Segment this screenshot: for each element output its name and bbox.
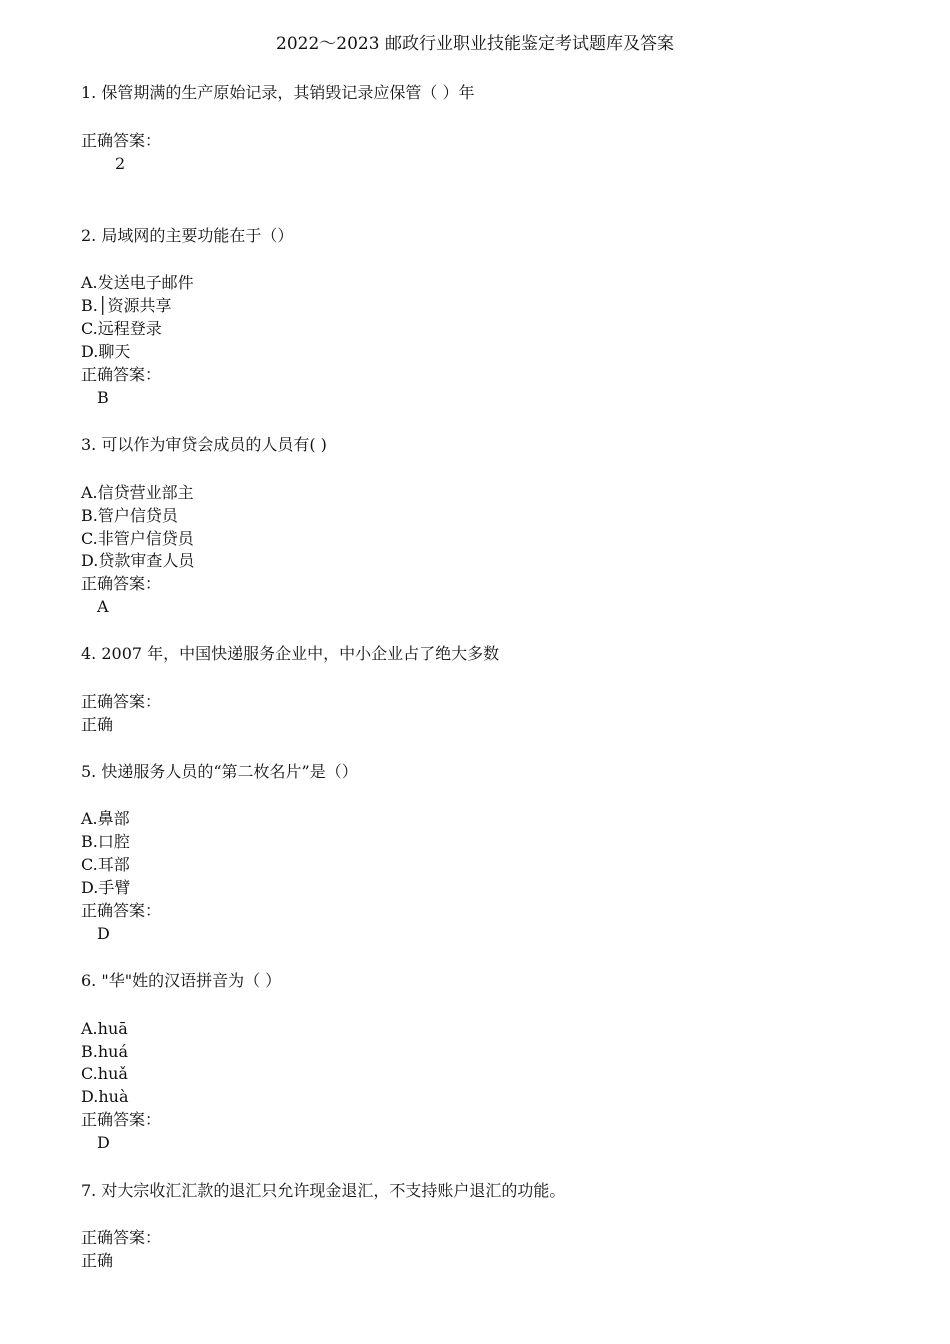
- answer-label: 正确答案：: [81, 1228, 162, 1247]
- question-stem: 4. 2007 年，中国快递服务企业中，中小企业占了绝大多数: [81, 644, 500, 663]
- answer-value: 2: [115, 154, 126, 173]
- option-d: D.聊天: [81, 342, 131, 361]
- option-a: A.huā: [81, 1019, 128, 1038]
- answer-value: D: [97, 1133, 110, 1152]
- question-stem: 3. 可以作为审贷会成员的人员有( ): [81, 435, 327, 454]
- answer-label: 正确答案：: [81, 574, 162, 593]
- question-stem: 7. 对大宗收汇汇款的退汇只允许现金退汇，不支持账户退汇的功能。: [81, 1181, 566, 1200]
- question-stem: 2. 局域网的主要功能在于（）: [81, 226, 294, 245]
- question-stem: 1. 保管期满的生产原始记录，其销毁记录应保管（ ）年: [81, 83, 475, 102]
- option-d: D.贷款审查人员: [81, 551, 195, 570]
- answer-label: 正确答案：: [81, 692, 162, 711]
- question-stem: 6. "华"姓的汉语拼音为（ ）: [81, 971, 282, 990]
- page-title: 2022～2023 邮政行业职业技能鉴定考试题库及答案: [276, 34, 674, 54]
- answer-label: 正确答案：: [81, 131, 162, 150]
- answer-value: D: [97, 924, 110, 943]
- option-a: A.发送电子邮件: [81, 273, 194, 292]
- option-b: B.huá: [81, 1042, 128, 1061]
- question-stem: 5. 快递服务人员的“第二枚名片”是（）: [81, 762, 358, 781]
- option-a: A.鼻部: [81, 809, 130, 828]
- option-c: C.耳部: [81, 855, 130, 874]
- option-d: D.手臂: [81, 878, 131, 897]
- answer-value: 正确: [81, 1251, 114, 1270]
- answer-label: 正确答案：: [81, 901, 162, 920]
- answer-label: 正确答案：: [81, 365, 162, 384]
- option-b: B.管户信贷员: [81, 506, 178, 525]
- answer-value: B: [97, 388, 109, 407]
- answer-value: 正确: [81, 715, 114, 734]
- answer-value: A: [97, 597, 109, 616]
- option-a: A.信贷营业部主: [81, 483, 194, 502]
- option-d: D.huà: [81, 1087, 129, 1106]
- option-c: C.huǎ: [81, 1064, 128, 1083]
- option-b: B.口腔: [81, 832, 130, 851]
- answer-label: 正确答案：: [81, 1110, 162, 1129]
- option-b: B.│资源共享: [81, 296, 172, 315]
- option-c: C.远程登录: [81, 319, 162, 338]
- option-c: C.非管户信贷员: [81, 529, 194, 548]
